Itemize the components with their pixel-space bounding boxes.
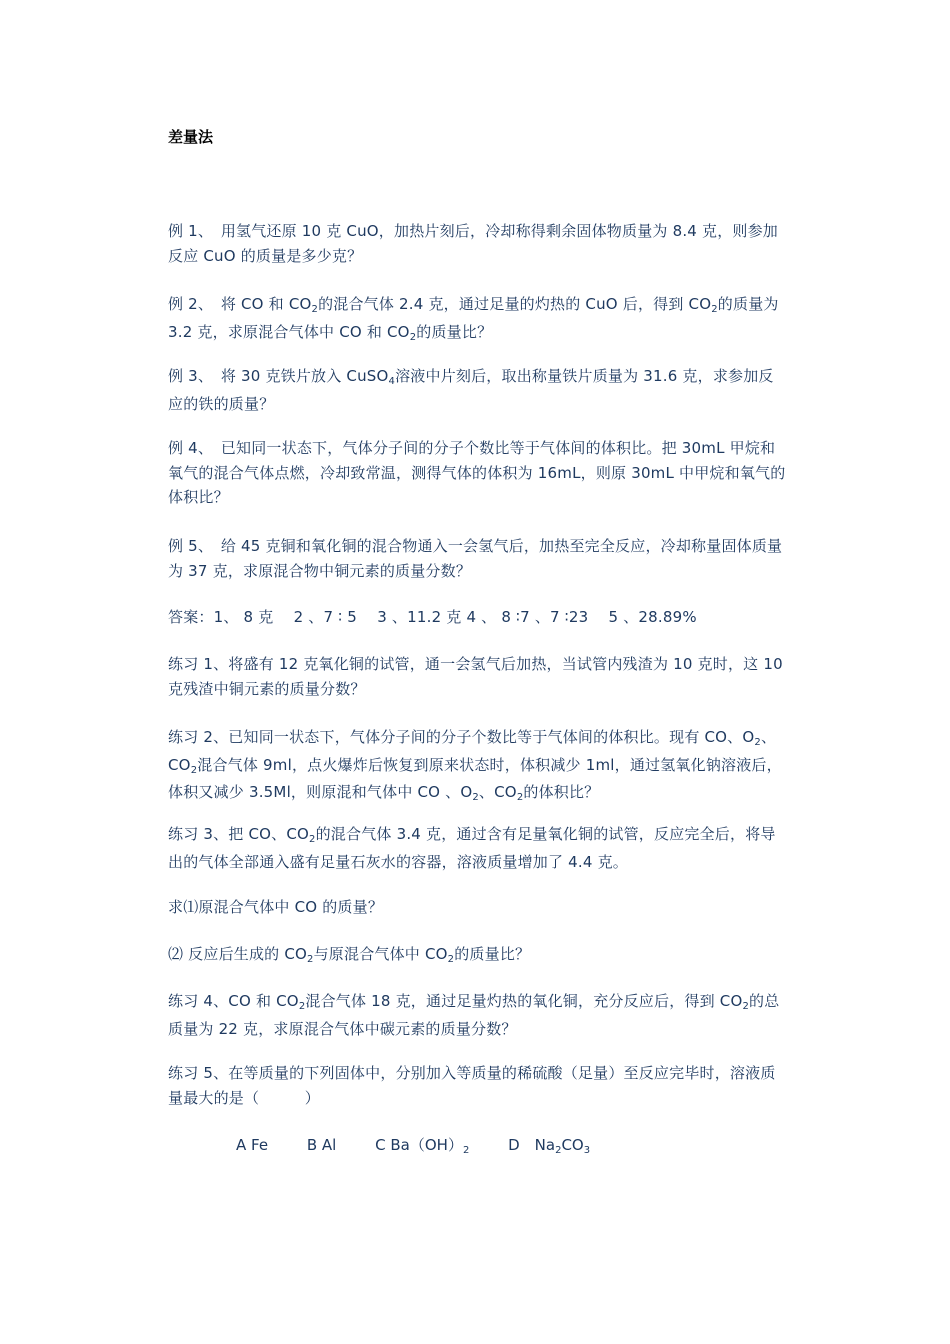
choice-a: A Fe [236,1136,269,1154]
exercise-5: 练习 5、在等质量的下列固体中，分别加入等质量的稀硫酸（足量）至反应完毕时，溶液质量最大的是（ ） [168,1064,776,1107]
example-label: 例 2、 [168,295,206,313]
exercise-2: 练习 2、已知同一状态下，气体分子间的分子个数比等于气体间的体积比。现有 CO、$O_2$、$CO_2$混合气体 9ml，点火爆炸后恢复到原来状态时，体积减少 1ml，通过氢氧化钠溶液后，体积又减少 3.5Ml，则原混和气体中 CO 、$O_2$、$CO_2$的体积比？ [168,728,782,803]
exercise-4: 练习 4、CO 和 $CO_2$混合气体 18 克，通过足量灼热的氧化铜，充分反应后，得到 $CO_2$的总质量为 22 克，求原混合气体中碳元素的质量分数？ [168,992,780,1038]
example-3: 例 3、 将 30 克铁片放入 CuSO$_4$溶液中片刻后，取出称量铁片质量为 31.6 克，求参加反应的铁的质量？ [168,367,774,413]
example-4: 例 4、 已知同一状态下，气体分子间的分子个数比等于气体间的体积比。把 30mL 甲烷和氧气的混合气体点燃，冷却致常温，测得气体的体积为 16mL，则原 30mL 中甲烷和氧气的体积比？ [168,439,786,506]
exercise-5-choices [236,1133,590,1160]
exercise-3-question-1: 求⑴原混合气体中 CO 的质量？ [168,898,384,916]
example-5: 例 5、 给 45 克铜和氧化铜的混合物通入一会氢气后，加热至完全反应，冷却称量固体质量为 37 克，求原混合物中铜元素的质量分数？ [168,537,783,580]
exercise-3: 练习 3、把 CO、$CO_2$的混合气体 3.4 克，通过含有足量氧化铜的试管，反应完全后，将导出的气体全部通入盛有足量石灰水的容器，溶液质量增加了 4.4 克。 [168,825,776,871]
example-label: 例 1、 [168,222,206,240]
choice-c: C $Ba(OH)_2$ [375,1136,470,1156]
example-1: 例 1、 用氢气还原 10 克 CuO，加热片刻后，冷却称得剩余固体物质量为 8.4 克，则参加反应 CuO 的质量是多少克？ [168,222,779,265]
answers: 答案：1、 8 克 2 、7 ∶ 5 3 、11.2 克 4 、 8 ∶7 、7 ∶23 5 、28.89% [168,608,697,626]
example-label: 例 4、 [168,439,206,457]
page-title: 差量法 [168,128,214,146]
exercise-3-question-2: ⑵ 反应后生成的 $CO_2$与原混合气体中 $CO_2$的质量比？ [168,945,531,965]
choice-d: D $Na_2CO_3$ [508,1136,591,1156]
exercise-1: 练习 1、将盛有 12 克氧化铜的试管，通一会氢气后加热，当试管内残渣为 10 克时，这 10 克残渣中铜元素的质量分数？ [168,655,783,698]
choice-b: B Al [306,1136,337,1154]
example-label: 例 5、 [168,537,206,555]
example-label: 例 3、 [168,367,206,385]
example-2: 例 2、 将 CO 和 $CO_2$的混合气体 2.4 克，通过足量的灼热的 CuO 后，得到 $CO_2$的质量为 3.2 克，求原混合气体中 CO 和 $CO_2$的质量比？ [168,295,779,343]
